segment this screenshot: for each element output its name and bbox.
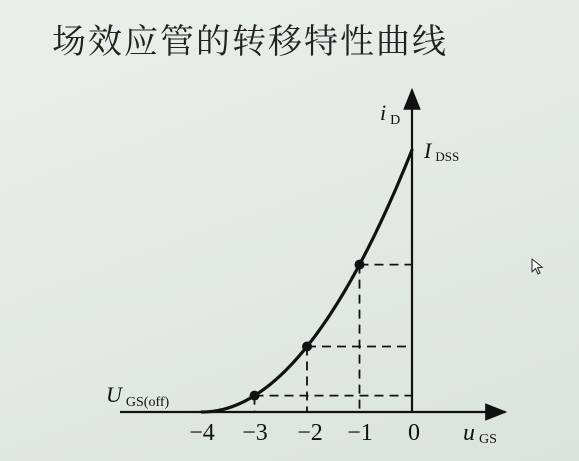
mouse-pointer-icon (531, 258, 545, 276)
ugs-off-label-sub: GS(off) (125, 395, 170, 410)
transfer-curve (202, 150, 412, 412)
tick-label-neg2: −2 (297, 420, 323, 446)
dashed-guides (255, 265, 413, 412)
tick-label-neg1: −1 (347, 420, 373, 446)
ugs-off-label (106, 382, 170, 410)
data-point (302, 342, 312, 352)
idss-label-main: I (424, 138, 432, 163)
ugs-off-label-main: U (106, 382, 122, 407)
idss-label-sub: DSS (435, 149, 460, 164)
y-axis-label-sub: D (390, 113, 401, 128)
tick-label-zero: 0 (408, 420, 420, 446)
x-axis-label-sub: GS (479, 432, 497, 447)
data-point (250, 391, 260, 401)
data-point (355, 260, 365, 270)
tick-label-neg3: −3 (242, 420, 268, 446)
y-axis-label-main: i (380, 100, 387, 125)
x-axis-label-main: u (463, 420, 475, 446)
idss-label (423, 138, 459, 164)
tick-label-neg4: −4 (189, 420, 215, 446)
slide-title: 场效应管的转移特性曲线 (52, 22, 448, 62)
y-axis-label (380, 100, 400, 128)
x-axis-label (463, 420, 497, 447)
